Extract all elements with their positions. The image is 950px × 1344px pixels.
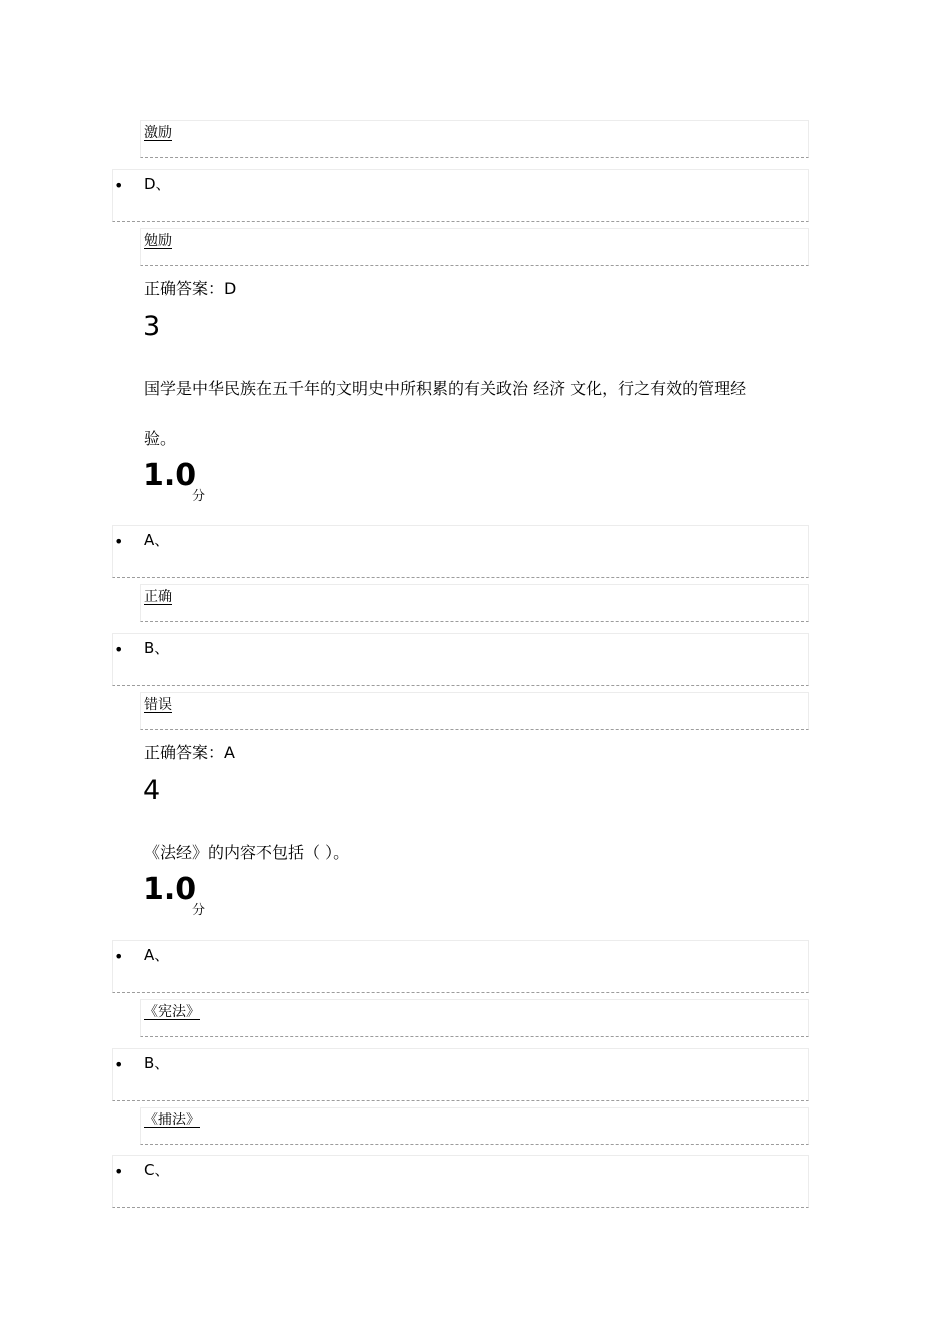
bullet-icon: •	[114, 176, 124, 195]
option-a-text: 正确	[144, 589, 172, 605]
question-score: 1.0	[143, 458, 197, 493]
bullet-icon: •	[114, 1055, 124, 1074]
question-text: 《法经》的内容不包括（ ）。	[144, 843, 350, 862]
option-text-box	[140, 228, 809, 266]
bullet-icon: •	[114, 1162, 124, 1181]
correct-answer: 正确答案：D	[144, 279, 237, 298]
bullet-icon: •	[114, 947, 124, 966]
bullet-icon: •	[114, 640, 124, 659]
score-unit: 分	[192, 489, 206, 504]
question-text-continued: 验。	[144, 429, 177, 448]
option-a-text: 《宪法》	[144, 1004, 200, 1020]
option-c-letter: C、	[144, 1161, 170, 1179]
question-text: 国学是中华民族在五千年的文明史中所积累的有关政治 经济 文化，行之有效的管理经	[144, 379, 747, 398]
option-b-letter: B、	[144, 1054, 170, 1072]
question-score: 1.0	[143, 872, 197, 907]
option-text-box	[140, 1107, 809, 1145]
option-row[interactable]	[112, 169, 809, 222]
option-b-text: 错误	[144, 697, 172, 713]
option-text-box	[140, 120, 809, 158]
correct-answer: 正确答案：A	[144, 743, 235, 762]
option-text-box	[140, 999, 809, 1037]
option-row[interactable]	[112, 525, 809, 578]
option-a-letter: A、	[144, 531, 170, 549]
option-b-text: 《捕法》	[144, 1112, 200, 1128]
option-row[interactable]	[112, 940, 809, 993]
option-row[interactable]	[112, 1155, 809, 1208]
option-text-box	[140, 584, 809, 622]
option-a-letter: A、	[144, 946, 170, 964]
option-row[interactable]	[112, 1048, 809, 1101]
question-number: 3	[143, 311, 161, 342]
option-row[interactable]	[112, 633, 809, 686]
option-d-text: 勉励	[144, 233, 172, 249]
option-c-text: 激励	[144, 125, 172, 141]
option-text-box	[140, 692, 809, 730]
question-number: 4	[143, 775, 161, 806]
option-d-letter: D、	[144, 175, 171, 193]
option-b-letter: B、	[144, 639, 170, 657]
bullet-icon: •	[114, 532, 124, 551]
score-unit: 分	[192, 903, 206, 918]
